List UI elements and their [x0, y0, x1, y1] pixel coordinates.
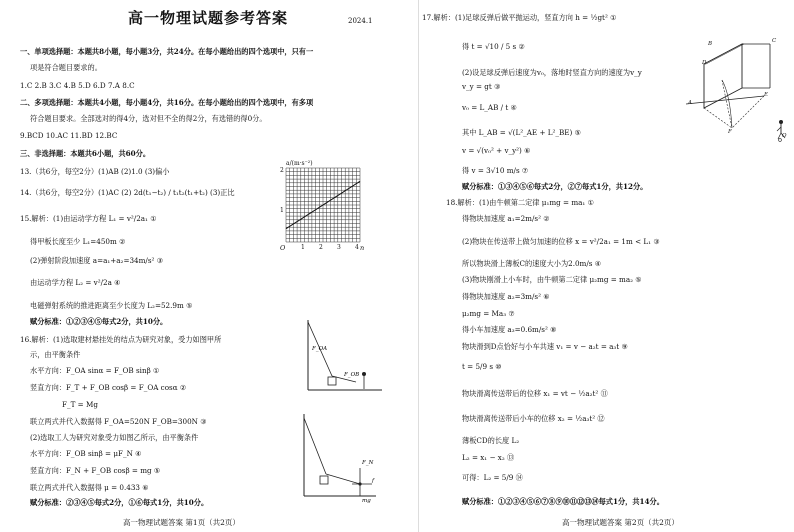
diagram-label: B	[708, 41, 713, 47]
q17-line: v₀ = L_AB / t ④	[462, 103, 517, 112]
page-title: 高一物理试题参考答案	[128, 9, 289, 27]
q16-line: F_T = Mg	[62, 400, 98, 409]
graph-xtick: 3	[337, 244, 341, 251]
q18-line: 得物块加速度 a₁=2m/s² ②	[462, 214, 550, 223]
text-line: 一、单项选择题：本题共8小题，每小题3分，共24分。在每小题给出的四个选项中，只有一	[20, 47, 314, 56]
answer-page-2	[418, 0, 794, 532]
q13-answer: 13.（共6分，每空2分）(1)AB (2)1.0 (3)偏小	[20, 167, 170, 176]
q17-line: v_y = gt ③	[462, 82, 501, 91]
diagram-label: E	[764, 92, 769, 98]
q18-line: 物块滑离传送带后小车的位移 x₂ = ½a₃t² ⑫	[462, 414, 605, 423]
graph-ytick: 2	[280, 167, 284, 174]
q13-graph	[286, 168, 362, 244]
q16-line: 竖直方向：F_T + F_OB cosβ = F_OA cosα ②	[30, 383, 187, 392]
q18-line: 物块滑到D点恰好与小车共速 v₁ = v − a₂t = a₃t ⑨	[462, 342, 628, 351]
q18-line: L₂ = x₁ − x₂ ⑬	[462, 453, 515, 462]
q17-line: 得 t = √10 / 5 s ②	[462, 42, 525, 51]
diagram-label: F	[728, 129, 732, 135]
q16-line: 16.解析：(1)选取建材悬挂处的结点为研究对象，受力如图甲所	[20, 335, 222, 344]
diagram-label: C	[772, 38, 777, 44]
exam-date: 2024.1	[348, 17, 373, 25]
graph-ylabel: a/(m·s⁻²)	[286, 160, 313, 167]
page-footer: 高一物理试题答案 第2页（共2页）	[562, 518, 679, 527]
mcq-answers: 1.C 2.B 3.C 4.B 5.D 6.D 7.A 8.C	[20, 81, 135, 90]
svg-text:F_N: F_N	[362, 460, 374, 466]
q18-line: 薄板CD的长度 L₂	[462, 436, 520, 445]
multi-answers: 9.BCD 10.AC 11.BD 12.BC	[20, 131, 118, 140]
q17-line: 其中 L_AB = √(L²_AE + L²_BE) ⑤	[462, 128, 582, 137]
q17-diagram	[682, 32, 792, 144]
q16-line: 示，由平衡条件	[30, 350, 81, 359]
q16-scoring: 赋分标准：②③④⑤每式2分，①⑥每式1分，共10分。	[30, 498, 209, 507]
diagram-label: A	[688, 100, 692, 106]
q15-line: 15.解析：(1)由运动学方程 L₁ = v²/2a₁ ①	[20, 214, 157, 223]
q17-line: (2)设足球反弹后速度为v₀，落地时竖直方向的速度为v_y	[462, 68, 642, 77]
text-line: 项是符合题目要求的。	[30, 63, 102, 72]
q16-line: 联立两式并代入数据得 F_OA=520N F_OB=300N ③	[30, 417, 207, 426]
q15-scoring: 赋分标准：①②③④⑤每式2分，共10分。	[30, 317, 168, 326]
graph-origin: O	[280, 244, 286, 252]
q14-answer: 14.（共6分，每空2分）(1)AC (2) 2d(t₁−t₂) / t₁t₂(t₁+t₂) (3)正比	[20, 188, 235, 197]
q18-line: (3)物块刚滑上小车时，由牛顿第二定律 μ₂mg = ma₂ ⑤	[462, 275, 642, 284]
graph-xlabel: n	[360, 244, 365, 252]
q17-line: v = √(v₀² + v_y²) ⑥	[462, 146, 531, 155]
text-line: 符合题目要求。全部选对的得4分，选对但不全的得2分，有选错的得0分。	[30, 114, 267, 123]
q15-line: (2)弹射阶段加速度 a=a₁+a₂=34m/s² ③	[30, 256, 164, 265]
svg-text:F_OA: F_OA	[312, 346, 328, 352]
graph-xtick: 1	[301, 244, 305, 251]
q17-scoring: 赋分标准：①③④⑤⑥每式2分，②⑦每式1分，共12分。	[462, 182, 648, 191]
svg-text:F_OB: F_OB	[344, 372, 360, 378]
q16-line: 联立两式并代入数据得 μ = 0.433 ⑥	[30, 483, 149, 492]
graph-xtick: 4	[355, 244, 359, 251]
diagram-label: O	[782, 133, 787, 139]
q18-line: 18.解析：(1)由牛顿第二定律 μ₁mg = ma₁ ①	[446, 198, 595, 207]
q18-line: μ₂mg = Ma₃ ⑦	[462, 309, 515, 318]
q18-line: t = 5/9 s ⑩	[462, 362, 502, 371]
text-line: 三、非选择题：本题共6小题，共60分。	[20, 149, 151, 158]
graph-xtick: 2	[319, 244, 323, 251]
diagram-label: D	[702, 60, 707, 66]
q15-line: 由运动学方程 L₂ = v²/2a ④	[30, 278, 121, 287]
q18-line: 得小车加速度 a₃=0.6m/s² ⑧	[462, 325, 557, 334]
q16-line: 水平方向：F_OB sinβ = μF_N ④	[30, 449, 142, 458]
text-line: 二、多项选择题：本题共4小题，每小题4分，共16分。在每小题给出的四个选项中，有多项	[20, 98, 314, 107]
q18-line: 可得：L₂ = 5/9 ⑭	[462, 473, 523, 482]
graph-ytick: 1	[280, 207, 284, 214]
q15-line: 得甲板长度至少 L₁=450m ②	[30, 237, 126, 246]
q18-line: 得物块加速度 a₂=3m/s² ⑥	[462, 292, 550, 301]
q17-line: 17.解析：(1)足球反弹后做平抛运动，竖直方向 h = ½gt² ①	[422, 13, 617, 22]
q16-figure-a	[294, 318, 384, 400]
q16-figure-b	[282, 412, 378, 504]
q17-line: 得 v = 3√10 m/s ⑦	[462, 166, 529, 175]
q15-line: 电磁弹射系统的推进距离至少长度为 L₂=52.9m ⑤	[30, 301, 193, 310]
q18-line: 物块滑离传送带后的位移 x₁ = vt − ½a₂t² ⑪	[462, 389, 608, 398]
q18-scoring: 赋分标准：①②③④⑤⑥⑦⑧⑨⑩⑪⑫⑬⑭每式1分，共14分。	[462, 497, 664, 506]
q16-line: (2)选取工人为研究对象受力如图乙所示，由平衡条件	[30, 433, 199, 442]
q16-line: 水平方向：F_OA sinα = F_OB sinβ ①	[30, 366, 160, 375]
q18-line: (2)物块在传送带上做匀加速的位移 x = v²/2a₁ = 1m < L₁ ③	[462, 237, 660, 246]
svg-text:f: f	[372, 478, 375, 484]
q18-line: 所以物块滑上薄板C的速度大小为2.0m/s ④	[462, 259, 602, 268]
q16-line: 竖直方向：F_N + F_OB cosβ = mg ⑤	[30, 466, 161, 475]
svg-text:mg: mg	[362, 498, 371, 504]
page-footer: 高一物理试题答案 第1页（共2页）	[123, 518, 240, 527]
